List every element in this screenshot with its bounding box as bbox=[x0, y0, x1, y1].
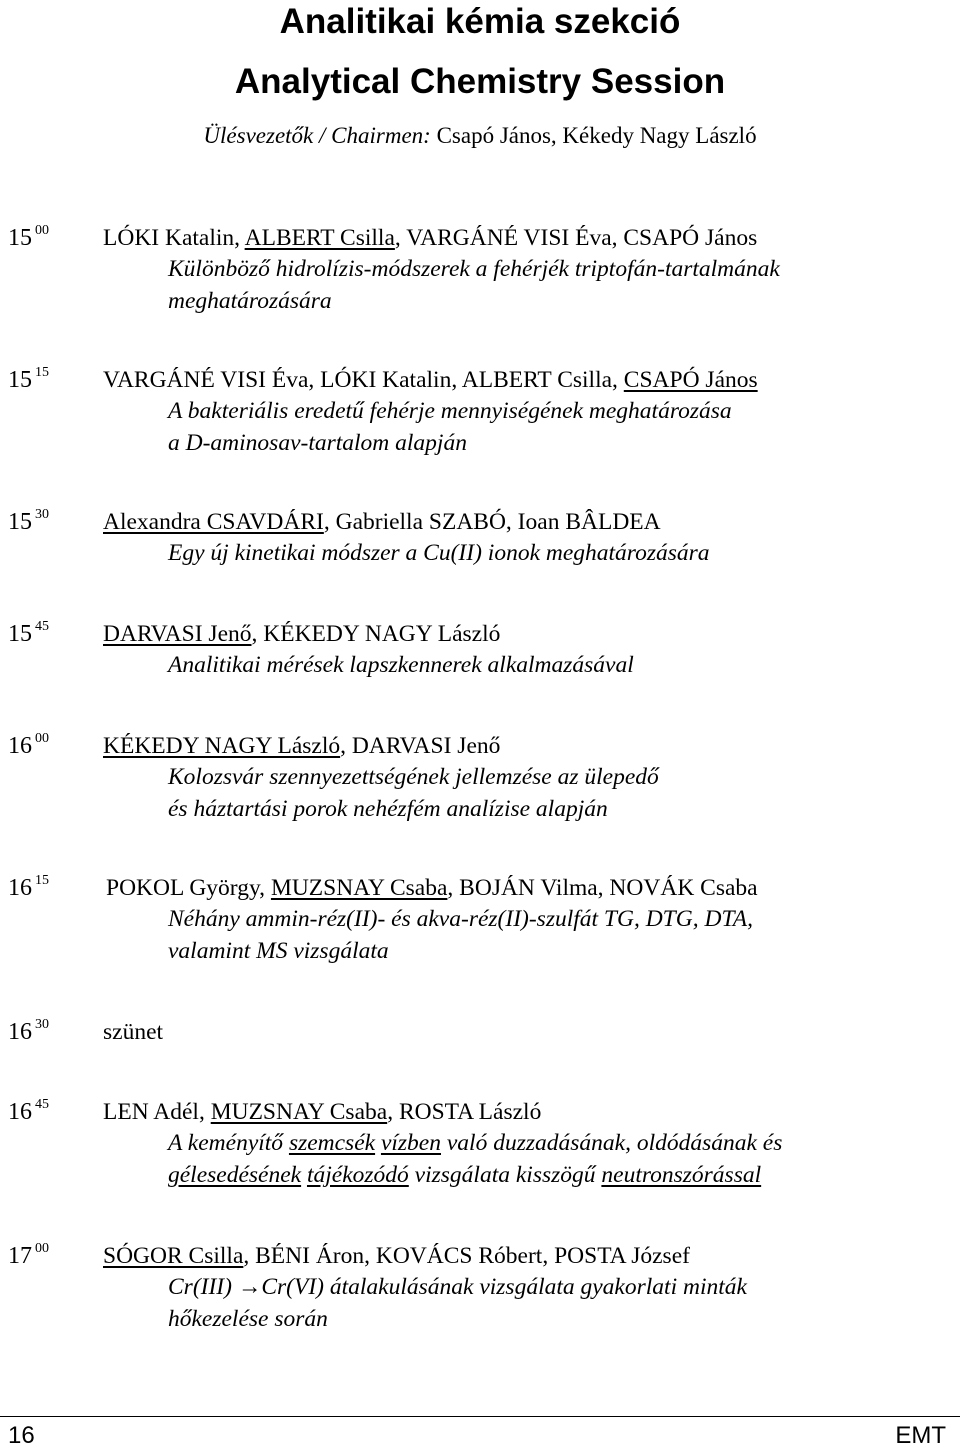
title-line: Néhány ammin-réz(II)- és akva-réz(II)-szulfát TG, DTG, DTA, bbox=[168, 906, 753, 932]
authors-line bbox=[103, 222, 757, 254]
presenting-author: MUZSNAY Csaba bbox=[270, 875, 448, 901]
time-hour: 15 bbox=[8, 509, 32, 535]
authors-line bbox=[103, 730, 500, 762]
time-hour: 15 bbox=[8, 621, 32, 647]
author-text: , VARGÁNÉ VISI Éva, CSAPÓ János bbox=[394, 225, 758, 251]
break-label bbox=[103, 1016, 163, 1048]
title-line: és háztartási porok nehézfém analízise alapján bbox=[168, 795, 608, 822]
presentation-title bbox=[168, 904, 928, 967]
presenting-author: KÉKEDY NAGY László bbox=[103, 733, 341, 759]
time-hour: 16 bbox=[8, 733, 32, 759]
presenting-author: MUZSNAY Csaba bbox=[210, 1099, 388, 1125]
time-minute: 45 bbox=[35, 1097, 49, 1112]
session-title-hungarian: Analitikai kémia szekció bbox=[279, 2, 681, 41]
authors-line bbox=[103, 1096, 541, 1128]
presenting-author: CSAPÓ János bbox=[623, 367, 758, 393]
time-slot bbox=[8, 618, 49, 654]
authors-line bbox=[106, 872, 758, 904]
time-hour: 16 bbox=[8, 1099, 32, 1125]
time-minute: 15 bbox=[35, 365, 49, 380]
presentation-title bbox=[168, 650, 928, 682]
presenting-author: ALBERT Csilla bbox=[244, 225, 395, 251]
title-line: meghatározására bbox=[168, 287, 332, 314]
authors-line bbox=[103, 1240, 690, 1272]
author-text: LEN Adél, bbox=[103, 1099, 211, 1125]
presentation-title bbox=[168, 538, 928, 570]
time-minute: 00 bbox=[35, 731, 49, 746]
time-minute: 15 bbox=[35, 873, 49, 888]
time-minute: 45 bbox=[35, 619, 49, 634]
publisher-mark: EMT bbox=[895, 1422, 946, 1449]
time-hour: 17 bbox=[8, 1243, 32, 1269]
authors-line bbox=[103, 506, 661, 538]
time-slot bbox=[8, 1096, 49, 1132]
title-line: Különböző hidrolízis-módszerek a fehérjék triptofán-tartalmának bbox=[168, 256, 780, 282]
author-text: LÓKI Katalin, bbox=[103, 225, 245, 251]
presenting-author: DARVASI Jenő bbox=[103, 621, 252, 647]
title-line: gélesedésének tájékozódó vizsgálata kisszögű neutronszórással bbox=[168, 1161, 762, 1188]
title-line: Kolozsvár szennyezettségének jellemzése az ülepedő bbox=[168, 764, 659, 790]
session-title-english: Analytical Chemistry Session bbox=[234, 62, 726, 101]
title-line: hőkezelése során bbox=[168, 1305, 328, 1332]
title-line: Cr(III) →Cr(VI) átalakulásának vizsgálata gyakorlati minták bbox=[168, 1274, 747, 1300]
time-minute: 30 bbox=[35, 507, 49, 522]
time-hour: 16 bbox=[8, 1019, 32, 1045]
time-slot bbox=[8, 872, 49, 908]
time-slot bbox=[8, 506, 49, 542]
time-minute: 00 bbox=[35, 223, 49, 238]
author-text: , Gabriella SZABÓ, Ioan BÂLDEA bbox=[323, 509, 661, 535]
title-line: valamint MS vizsgálata bbox=[168, 937, 389, 964]
time-slot bbox=[8, 1240, 49, 1276]
chairmen-names: Csapó János, Kékedy Nagy László bbox=[436, 123, 757, 148]
presenting-author: Alexandra CSAVDÁRI bbox=[103, 509, 324, 535]
page-number: 16 bbox=[8, 1422, 35, 1449]
author-text: szünet bbox=[103, 1019, 164, 1045]
author-text: , KÉKEDY NAGY László bbox=[251, 621, 501, 647]
footer-divider bbox=[0, 1416, 960, 1417]
author-text: , BÉNI Áron, KOVÁCS Róbert, POSTA József bbox=[243, 1243, 690, 1269]
presentation-title bbox=[168, 396, 928, 459]
title-line: A bakteriális eredetű fehérje mennyiségének meghatározása bbox=[168, 398, 732, 424]
time-hour: 16 bbox=[8, 875, 32, 901]
time-hour: 15 bbox=[8, 225, 32, 251]
time-slot bbox=[8, 222, 49, 258]
author-text: , BOJÁN Vilma, NOVÁK Csaba bbox=[447, 875, 758, 901]
presentation-title bbox=[168, 1272, 928, 1335]
title-line: a D-aminosav-tartalom alapján bbox=[168, 429, 467, 456]
author-text: , DARVASI Jenő bbox=[340, 733, 501, 759]
chairmen-line bbox=[0, 120, 960, 152]
presentation-title bbox=[168, 254, 928, 317]
presentation-title bbox=[168, 1128, 928, 1191]
author-text: POKOL György, bbox=[106, 875, 271, 901]
time-hour: 15 bbox=[8, 367, 32, 393]
title-line: Analitikai mérések lapszkennerek alkalmazásával bbox=[168, 652, 634, 678]
author-text: , ROSTA László bbox=[387, 1099, 542, 1125]
time-slot bbox=[8, 1016, 49, 1052]
presenting-author: SÓGOR Csilla bbox=[103, 1243, 244, 1269]
presentation-title bbox=[168, 762, 928, 825]
time-slot bbox=[8, 730, 49, 766]
title-line: Egy új kinetikai módszer a Cu(II) ionok meghatározására bbox=[168, 540, 710, 566]
chairmen-label: Ülésvezetők / Chairmen: bbox=[203, 123, 431, 148]
time-minute: 00 bbox=[35, 1241, 49, 1256]
author-text: VARGÁNÉ VISI Éva, LÓKI Katalin, ALBERT Csilla, bbox=[103, 367, 624, 393]
authors-line bbox=[103, 618, 500, 650]
title-line: A keményítő szemcsék vízben való duzzadásának, oldódásának és bbox=[168, 1130, 783, 1156]
time-slot bbox=[8, 364, 49, 400]
authors-line bbox=[103, 364, 758, 396]
time-minute: 30 bbox=[35, 1017, 49, 1032]
